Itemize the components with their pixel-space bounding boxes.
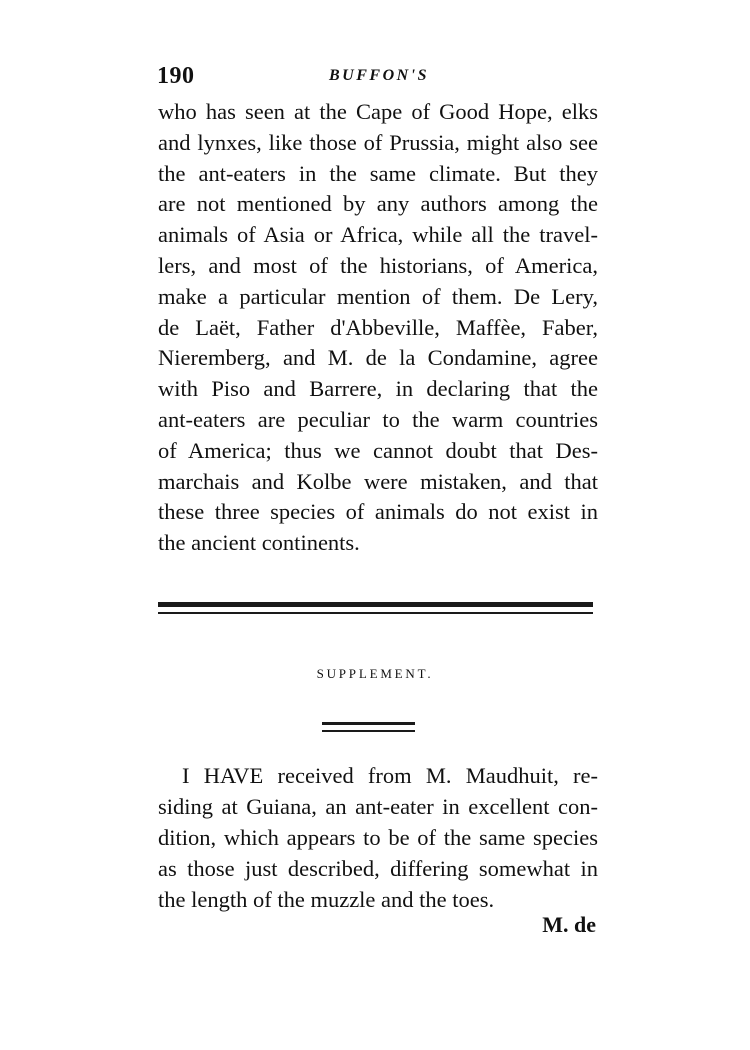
section-title: SUPPLEMENT. <box>316 666 434 681</box>
section-divider-thin <box>158 612 593 614</box>
text-line: with Piso and Barrere, in declaring that the <box>158 376 598 402</box>
text-line: lers, and most of the historians, of America, <box>158 252 598 278</box>
section-divider-thick <box>158 602 593 607</box>
text-line: the length of the muzzle and the toes. <box>158 887 495 912</box>
text-line: and lynxes, like those of Prussia, might also see <box>158 129 598 155</box>
text-line: dition, which appears to be of the same species <box>158 825 598 850</box>
text-line: make a particular mention of them. De Lery, <box>158 283 598 309</box>
text-line: ant-eaters are peculiar to the warm countries <box>158 406 598 432</box>
supplement-text <box>158 760 598 915</box>
page-header <box>157 63 597 93</box>
text-line: as those just described, differing somewhat in <box>158 856 598 881</box>
catchword: M. de <box>542 912 596 937</box>
text-line: the ant-eaters in the same climate. But they <box>158 160 598 186</box>
text-line: who has seen at the Cape of Good Hope, elks <box>158 99 598 124</box>
text-line: I HAVE received from M. Maudhuit, re- <box>182 763 598 788</box>
text-line: of America; thus we cannot doubt that Des- <box>158 437 598 463</box>
text-line: are not mentioned by any authors among the <box>158 191 598 217</box>
title-underline-top <box>322 722 415 725</box>
text-line: the ancient continents. <box>158 530 360 556</box>
text-line: these three species of animals do not exist in <box>158 499 598 525</box>
title-underline-bottom <box>322 730 415 732</box>
text-line: animals of Asia or Africa, while all the travel- <box>158 222 598 248</box>
text-line: marchais and Kolbe were mistaken, and that <box>158 468 598 494</box>
text-line: Nieremberg, and M. de la Condamine, agree <box>158 345 598 371</box>
page-number: 190 <box>157 63 195 89</box>
running-head: BUFFON'S <box>329 67 430 84</box>
text-line: de Laët, Father d'Abbeville, Maffèe, Faber, <box>158 314 598 340</box>
text-line: siding at Guiana, an ant-eater in excellent con- <box>158 794 598 819</box>
main-text <box>158 97 598 559</box>
